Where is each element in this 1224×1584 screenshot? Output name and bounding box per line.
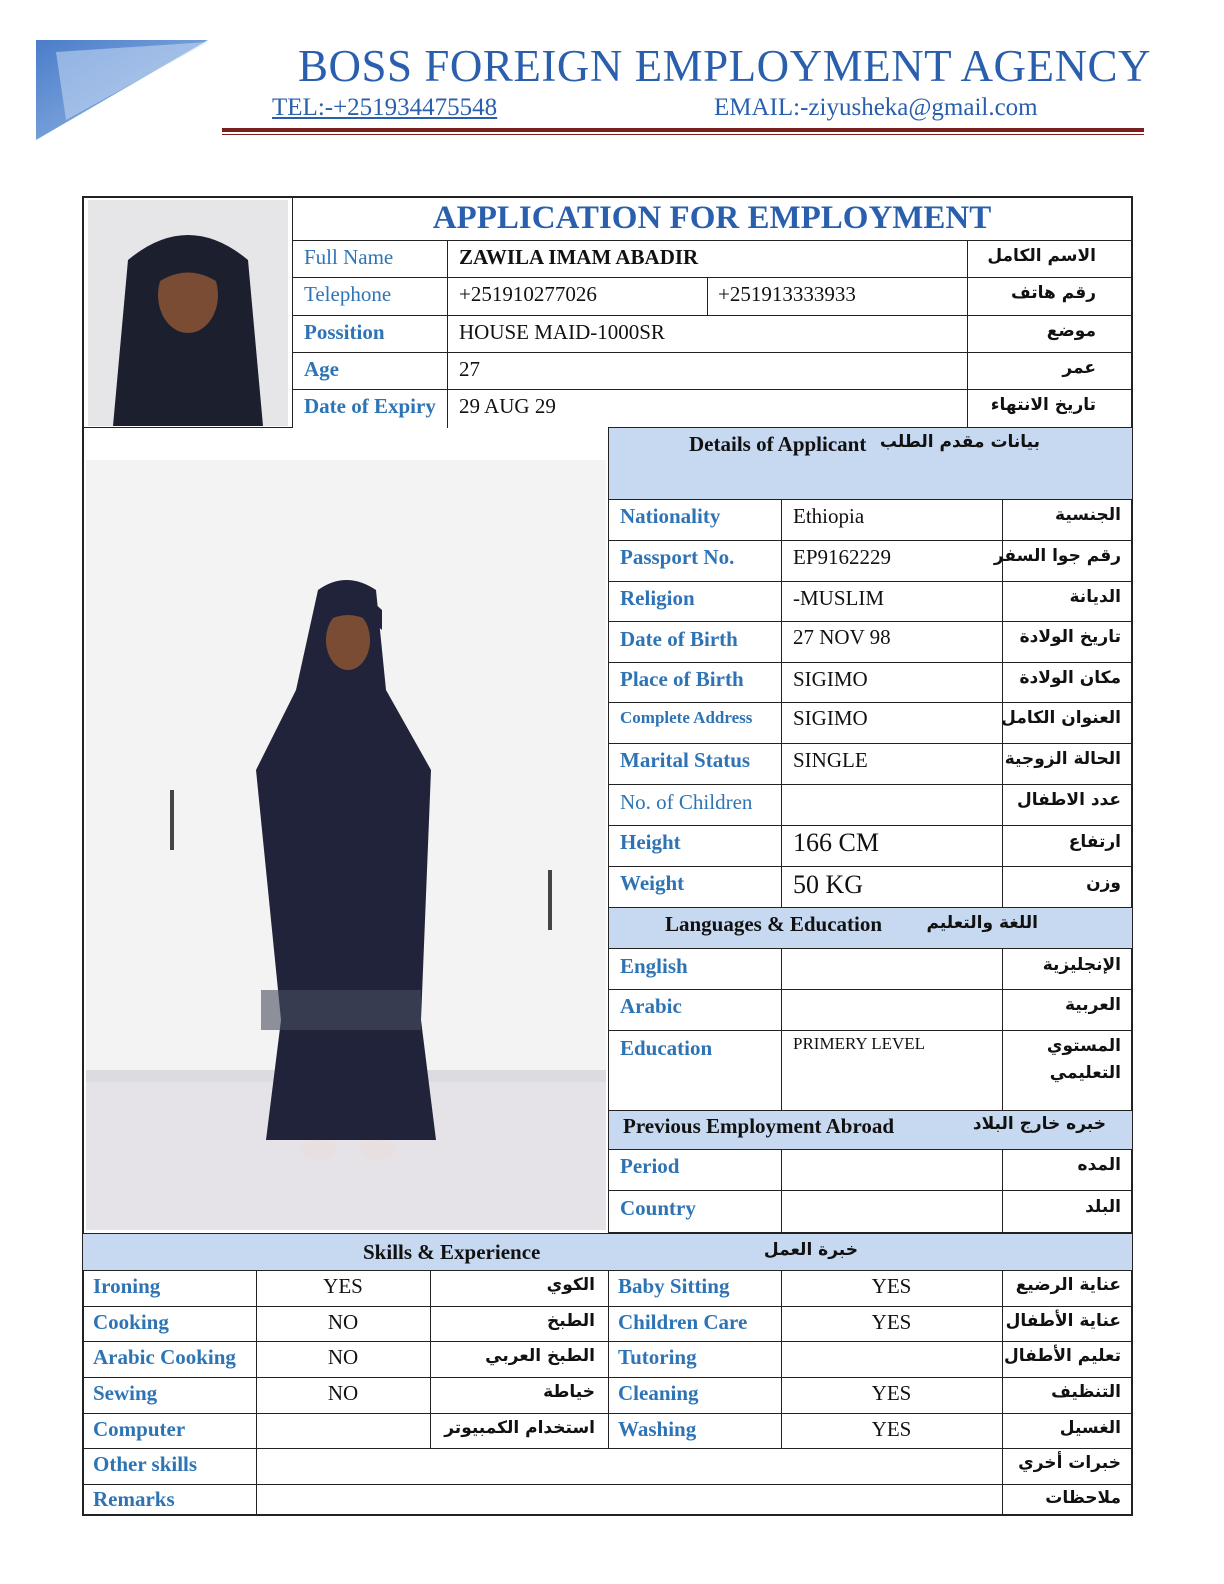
previous-employment-heading: Previous Employment Abroad bbox=[623, 1114, 895, 1138]
label-marital-status: Marital Status bbox=[620, 748, 751, 772]
details-heading: Details of Applicant bbox=[689, 432, 867, 456]
skill-cleaning-value: YES bbox=[871, 1381, 912, 1405]
skill-ironing-value: YES bbox=[323, 1274, 363, 1298]
arabic-education-line2: التعليمي bbox=[1049, 1063, 1121, 1083]
arabic-english: الإنجليزية bbox=[1042, 955, 1121, 975]
skills-heading-arabic: خبرة العمل bbox=[763, 1240, 858, 1260]
label-telephone: Telephone bbox=[304, 282, 392, 306]
value-nationality: Ethiopia bbox=[793, 504, 865, 528]
agency-telephone[interactable]: TEL:-+251934475548 bbox=[272, 94, 498, 121]
value-place-of-birth: SIGIMO bbox=[793, 667, 868, 691]
arabic-weight: وزن bbox=[1086, 873, 1121, 893]
arabic-marital-status: الحالة الزوجية bbox=[1004, 749, 1121, 769]
header-rule-thin bbox=[222, 134, 1144, 135]
arabic-complete-address: العنوان الكامل bbox=[1001, 708, 1121, 728]
value-complete-address: SIGIMO bbox=[793, 706, 868, 730]
label-no-of-children: No. of Children bbox=[620, 790, 753, 814]
label-full-name: Full Name bbox=[304, 245, 394, 269]
form-title: APPLICATION FOR EMPLOYMENT bbox=[432, 200, 992, 236]
skill-ironing-label: Ironing bbox=[93, 1274, 161, 1298]
arabic-full-name: الاسم الكامل bbox=[987, 246, 1096, 266]
label-education: Education bbox=[620, 1036, 713, 1060]
skill-tutoring-arabic: تعليم الأطفال bbox=[1004, 1346, 1121, 1366]
value-telephone-1: +251910277026 bbox=[459, 282, 597, 306]
skill-arabic-cooking-label: Arabic Cooking bbox=[93, 1345, 236, 1369]
languages-heading: Languages & Education bbox=[665, 912, 883, 936]
value-position: HOUSE MAID-1000SR bbox=[459, 320, 665, 344]
languages-heading-arabic: اللغة والتعليم bbox=[926, 913, 1038, 933]
arabic-telephone: رقم هاتف bbox=[1011, 283, 1096, 303]
other-skills-label: Other skills bbox=[93, 1452, 198, 1476]
value-marital-status: SINGLE bbox=[793, 748, 868, 772]
arabic-height: ارتفاع bbox=[1068, 832, 1121, 852]
skill-sewing-value: NO bbox=[327, 1381, 359, 1405]
value-full-name: ZAWILA IMAM ABADIR bbox=[459, 245, 699, 269]
skill-children-care-arabic: عناية الأطفال bbox=[1005, 1311, 1121, 1331]
value-religion: -MUSLIM bbox=[793, 586, 885, 610]
skill-cooking-label: Cooking bbox=[93, 1310, 169, 1334]
arabic-period: المده bbox=[1077, 1155, 1121, 1175]
value-telephone-2: +251913333933 bbox=[718, 282, 856, 306]
arabic-place-of-birth: مكان الولادة bbox=[1019, 668, 1121, 688]
skill-baby-sitting-label: Baby Sitting bbox=[618, 1274, 730, 1298]
label-place-of-birth: Place of Birth bbox=[620, 667, 744, 691]
arabic-age: عمر bbox=[1062, 358, 1096, 378]
header-rule bbox=[222, 128, 1144, 132]
skill-computer-label: Computer bbox=[93, 1417, 186, 1441]
skill-washing-label: Washing bbox=[618, 1417, 697, 1441]
previous-employment-heading-arabic: خبره خارج البلاد bbox=[972, 1114, 1106, 1134]
skill-cooking-value: NO bbox=[327, 1310, 359, 1334]
arabic-arabic: العربية bbox=[1064, 995, 1121, 1015]
label-age: Age bbox=[304, 357, 339, 381]
arabic-date-of-birth: تاريخ الولادة bbox=[1019, 627, 1121, 647]
arabic-date-of-expiry: تاريخ الانتهاء bbox=[990, 395, 1096, 415]
applicant-portrait-photo bbox=[88, 200, 288, 426]
label-arabic: Arabic bbox=[620, 994, 682, 1018]
skill-washing-arabic: الغسيل bbox=[1059, 1418, 1121, 1438]
skill-ironing-arabic: الكوي bbox=[546, 1275, 595, 1295]
arabic-position: موضع bbox=[1046, 321, 1096, 341]
skill-washing-value: YES bbox=[871, 1417, 912, 1441]
label-religion: Religion bbox=[620, 586, 695, 610]
skill-cooking-arabic: الطبخ bbox=[547, 1311, 595, 1331]
details-heading-arabic: بيانات مقدم الطلب bbox=[879, 432, 1040, 452]
value-date-of-expiry: 29 AUG 29 bbox=[459, 394, 556, 418]
arabic-passport-no: رقم جوا السفر bbox=[993, 546, 1121, 566]
label-position: Possition bbox=[304, 320, 385, 344]
label-height: Height bbox=[620, 830, 681, 854]
skill-sewing-arabic: خياطة bbox=[543, 1382, 595, 1402]
agency-email: EMAIL:-ziyusheka@gmail.com bbox=[714, 94, 1038, 121]
remarks-arabic: ملاحظات bbox=[1045, 1488, 1121, 1508]
skill-computer-arabic: استخدام الكمبيوتر bbox=[444, 1418, 595, 1438]
skills-heading: Skills & Experience bbox=[363, 1240, 541, 1264]
arabic-no-of-children: عدد الاطفال bbox=[1017, 790, 1121, 810]
skill-tutoring-label: Tutoring bbox=[618, 1345, 697, 1369]
label-period: Period bbox=[620, 1154, 680, 1178]
label-date-of-birth: Date of Birth bbox=[620, 627, 738, 651]
value-age: 27 bbox=[459, 357, 480, 381]
value-passport-no: EP9162229 bbox=[793, 545, 892, 569]
arabic-education: المستوي bbox=[1046, 1036, 1121, 1056]
skill-arabic-cooking-arabic: الطبخ العربي bbox=[485, 1346, 595, 1366]
skill-cleaning-label: Cleaning bbox=[618, 1381, 699, 1405]
skill-baby-sitting-arabic: عناية الرضيع bbox=[1015, 1275, 1121, 1295]
arabic-religion: الديانة bbox=[1069, 587, 1121, 607]
agency-logo bbox=[36, 40, 208, 140]
arabic-country: البلد bbox=[1085, 1197, 1121, 1217]
agency-name: BOSS FOREIGN EMPLOYMENT AGENCY bbox=[298, 41, 1152, 91]
value-education: PRIMERY LEVEL bbox=[793, 1034, 926, 1053]
label-weight: Weight bbox=[620, 871, 685, 895]
skill-sewing-label: Sewing bbox=[93, 1381, 158, 1405]
label-complete-address: Complete Address bbox=[620, 708, 753, 727]
skill-children-care-value: YES bbox=[871, 1310, 912, 1334]
value-weight: 50 KG bbox=[793, 870, 864, 899]
arabic-nationality: الجنسية bbox=[1055, 505, 1121, 525]
skill-children-care-label: Children Care bbox=[618, 1310, 748, 1334]
skill-arabic-cooking-value: NO bbox=[327, 1345, 359, 1369]
label-passport-no: Passport No. bbox=[620, 545, 735, 569]
skill-cleaning-arabic: التنظيف bbox=[1051, 1382, 1121, 1402]
value-height: 166 CM bbox=[793, 828, 879, 857]
other-skills-arabic: خبرات أخري bbox=[1018, 1453, 1121, 1473]
label-date-of-expiry: Date of Expiry bbox=[304, 394, 436, 418]
remarks-label: Remarks bbox=[93, 1487, 175, 1511]
label-english: English bbox=[620, 954, 688, 978]
label-nationality: Nationality bbox=[620, 504, 721, 528]
value-date-of-birth: 27 NOV 98 bbox=[793, 625, 891, 649]
applicant-full-body-photo bbox=[86, 460, 606, 1230]
label-country: Country bbox=[620, 1196, 696, 1220]
skill-baby-sitting-value: YES bbox=[871, 1274, 912, 1298]
